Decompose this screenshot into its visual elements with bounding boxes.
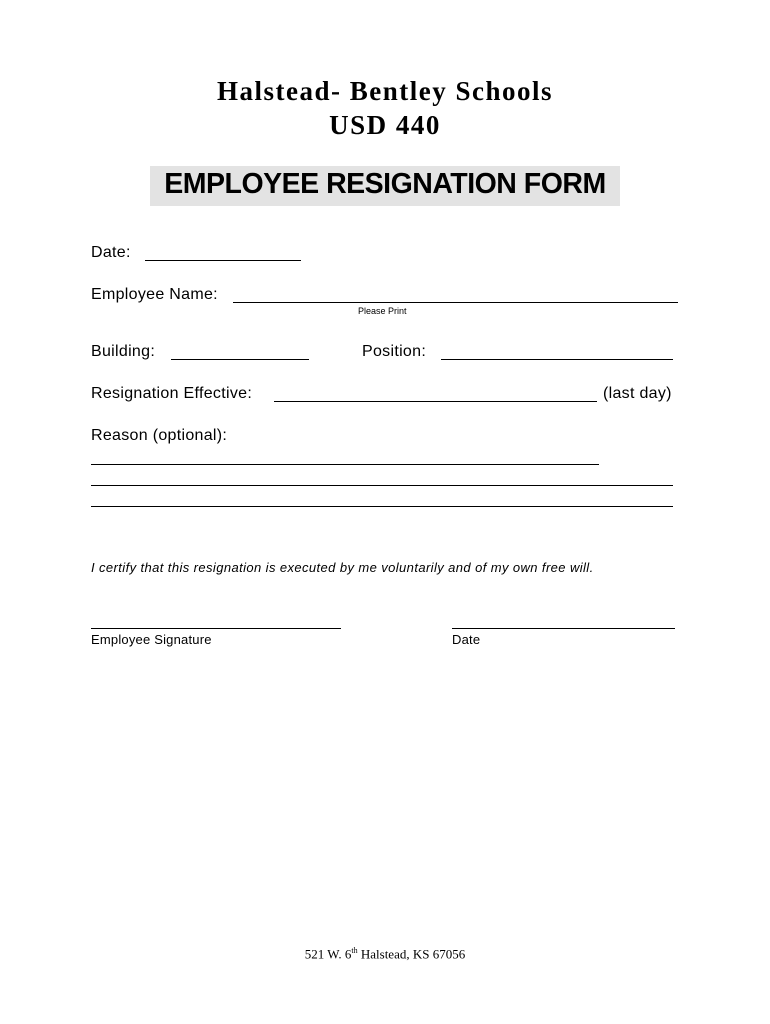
form-title: EMPLOYEE RESIGNATION FORM	[164, 168, 606, 200]
address-number: 521 W. 6	[304, 946, 352, 962]
employee-signature-label: Employee Signature	[91, 632, 212, 647]
employee-name-field-line[interactable]	[233, 302, 678, 303]
resignation-effective-label: Resignation Effective:	[91, 385, 253, 402]
building-field-line[interactable]	[171, 359, 309, 360]
reason-line-1[interactable]	[91, 464, 599, 465]
employee-name-label: Employee Name:	[91, 286, 218, 303]
district-name: USD 440	[329, 110, 441, 140]
last-day-label: (last day)	[603, 385, 672, 402]
reason-label: Reason (optional):	[91, 427, 228, 444]
reason-line-2[interactable]	[91, 485, 673, 486]
position-label: Position:	[362, 343, 427, 360]
reason-line-3[interactable]	[91, 506, 673, 507]
school-name: Halstead- Bentley Schools	[216, 76, 553, 106]
date-field-line[interactable]	[145, 260, 301, 261]
please-print-hint: Please Print	[358, 306, 407, 316]
employee-signature-line[interactable]	[91, 628, 341, 629]
signature-date-line[interactable]	[452, 628, 675, 629]
building-label: Building:	[91, 343, 156, 360]
address-suffix: th	[351, 946, 358, 955]
position-field-line[interactable]	[441, 359, 673, 360]
certification-statement: I certify that this resignation is executed by me voluntarily and of my own free will.	[91, 560, 594, 575]
resignation-effective-field-line[interactable]	[274, 401, 597, 402]
footer-address	[0, 946, 770, 962]
address-rest: Halstead, KS 67056	[357, 946, 466, 962]
signature-date-label: Date	[452, 632, 481, 647]
date-label: Date:	[91, 244, 131, 261]
